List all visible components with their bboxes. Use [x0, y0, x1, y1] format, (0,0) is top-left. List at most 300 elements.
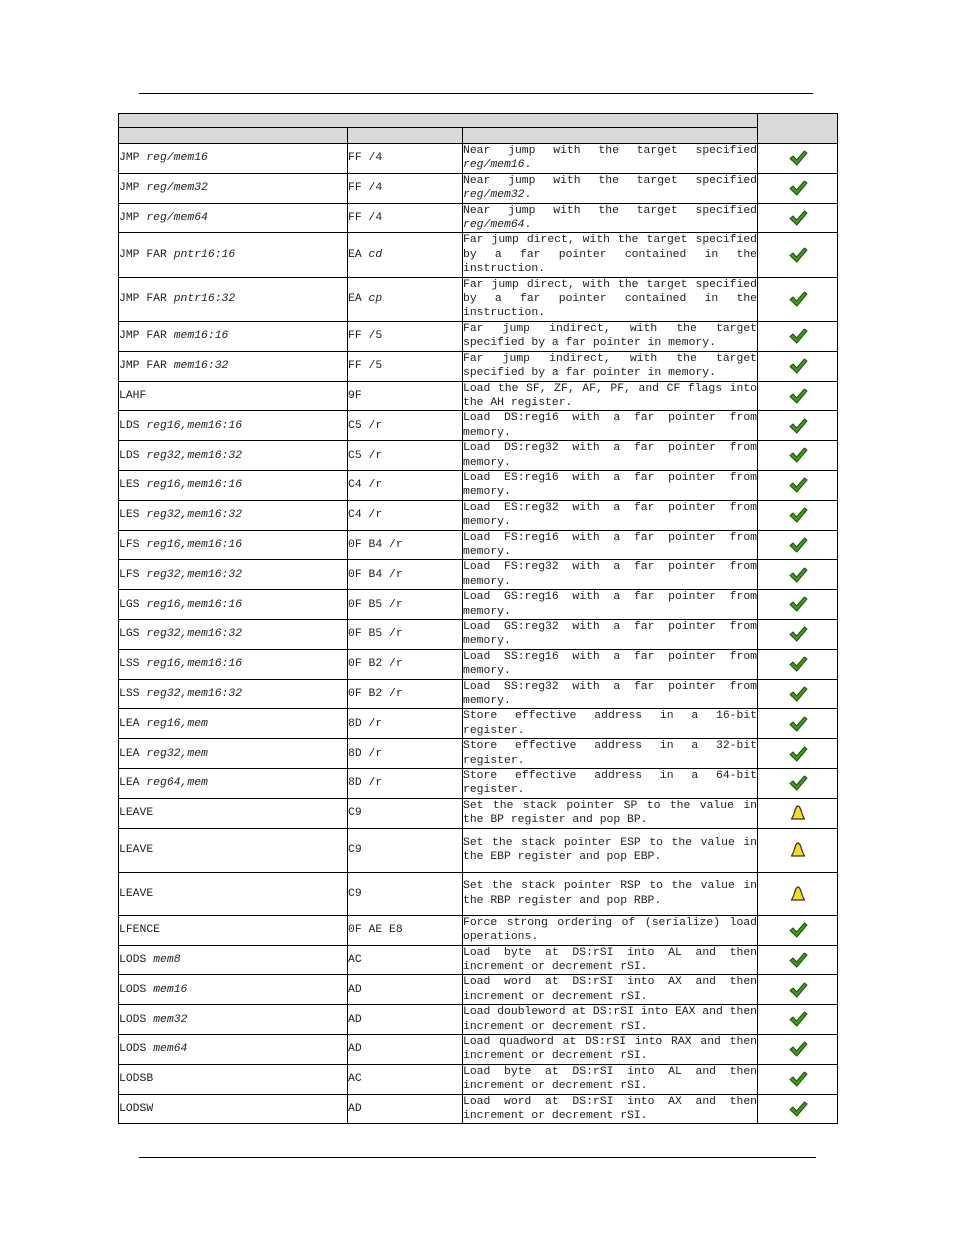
status-cell [758, 915, 838, 945]
status-cell [758, 1005, 838, 1035]
opcode-text: FF /4 [348, 182, 383, 195]
description-text: Set the stack pointer SP to the value in the BP register and pop BP. [463, 799, 758, 827]
mnemonic-cell [119, 441, 348, 471]
mnemonic-cell [119, 144, 348, 174]
opcode-cell [348, 233, 463, 277]
status-cell [758, 277, 838, 321]
description-operand: reg/mem32 [463, 189, 525, 202]
description-cell [463, 709, 758, 739]
mnemonic-text: LAHF [119, 389, 147, 402]
description-cell [463, 441, 758, 471]
table-row [119, 203, 838, 233]
mnemonic-text: LSS [119, 688, 147, 701]
mnemonic-operand: reg16,mem16:16 [146, 538, 243, 551]
opcode-text: AD [348, 983, 362, 996]
description-text: Load byte at DS:rSI into AL and then increment or decrement rSI. [463, 1065, 758, 1093]
description-cell [463, 798, 758, 828]
status-cell [758, 381, 838, 411]
mnemonic-text: LDS [119, 419, 147, 432]
mnemonic-cell [119, 560, 348, 590]
table-row [119, 828, 838, 872]
description-text: Set the stack pointer RSP to the value in the RBP register and pop RBP. [463, 880, 758, 907]
table-row [119, 590, 838, 620]
table-row [119, 411, 838, 441]
mnemonic-operand: reg32,mem16:32 [146, 509, 243, 522]
table-row [119, 441, 838, 471]
description-text: Load GS:reg16 with a far pointer from memory. [463, 591, 758, 618]
description-cell [463, 233, 758, 277]
opcode-text: AD [348, 1043, 362, 1056]
check-icon [788, 290, 808, 308]
description-text: Load ES:reg16 with a far pointer from memory. [463, 471, 758, 499]
opcode-cell [348, 1064, 463, 1094]
mnemonic-text: LEA [119, 717, 147, 730]
status-cell [758, 321, 838, 351]
check-icon [788, 536, 808, 554]
status-cell [758, 620, 838, 650]
status-cell [758, 411, 838, 441]
description-operand: reg/mem64 [463, 219, 525, 232]
description-cell [463, 1064, 758, 1094]
opcode-cell [348, 500, 463, 530]
mnemonic-cell [119, 769, 348, 799]
table-row [119, 709, 838, 739]
description-text: Load SS:reg16 with a far pointer from memory. [463, 650, 758, 678]
description-cell [463, 945, 758, 975]
description-text: Far jump indirect, with the target specified by a far pointer in memory. [463, 322, 758, 350]
description-cell [463, 1005, 758, 1035]
opcode-cell [348, 203, 463, 233]
warning-icon [790, 885, 806, 903]
opcode-text: 0F B4 /r [348, 538, 403, 551]
mnemonic-cell [119, 915, 348, 945]
description-text: Near jump with the target specified [463, 174, 758, 187]
description-text: Near jump with the target specified [463, 145, 758, 157]
header-cell-opcode [348, 128, 463, 144]
status-cell [758, 709, 838, 739]
header-cell-description [463, 128, 758, 144]
mnemonic-cell [119, 1005, 348, 1035]
description-text: Load DS:reg32 with a far pointer from memory. [463, 442, 758, 469]
status-cell [758, 945, 838, 975]
mnemonic-text: LFENCE [119, 924, 161, 937]
table-row [119, 321, 838, 351]
description-cell [463, 590, 758, 620]
opcode-cell [348, 1034, 463, 1064]
mnemonic-operand: reg32,mem16:32 [146, 628, 243, 641]
mnemonic-cell [119, 530, 348, 560]
status-cell [758, 798, 838, 828]
mnemonic-text: LFS [119, 538, 147, 551]
description-cell [463, 828, 758, 872]
check-icon [788, 506, 808, 524]
description-text: Load word at DS:rSI into AX and then increment or decrement rSI. [463, 1095, 758, 1122]
opcode-text: AD [348, 1013, 362, 1026]
warning-icon [790, 841, 806, 859]
opcode-cell [348, 709, 463, 739]
status-cell [758, 530, 838, 560]
status-cell [758, 144, 838, 174]
mnemonic-cell [119, 411, 348, 441]
mnemonic-cell [119, 1094, 348, 1124]
description-cell [463, 321, 758, 351]
opcode-operand: cd [368, 249, 383, 262]
opcode-cell [348, 144, 463, 174]
opcode-text: 8D /r [348, 717, 383, 730]
opcode-cell [348, 470, 463, 500]
opcode-text: 9F [348, 389, 362, 402]
opcode-cell [348, 173, 463, 203]
description-cell [463, 470, 758, 500]
description-operand: reg/mem16 [463, 159, 525, 172]
opcode-text: C9 [348, 844, 362, 857]
opcode-text: EA [348, 249, 369, 262]
table-row [119, 1064, 838, 1094]
mnemonic-text: LEAVE [119, 807, 154, 820]
opcode-cell [348, 1005, 463, 1035]
opcode-cell [348, 620, 463, 650]
description-text: Load doubleword at DS:rSI into EAX and then increment or decrement rSI. [463, 1006, 758, 1033]
mnemonic-operand: pntr16:32 [173, 293, 236, 306]
check-icon [788, 246, 808, 264]
opcode-text: C4 /r [348, 479, 383, 492]
mnemonic-cell [119, 872, 348, 915]
opcode-text: C5 /r [348, 419, 383, 432]
status-cell [758, 351, 838, 381]
description-cell [463, 1034, 758, 1064]
mnemonic-operand: reg16,mem16:16 [146, 658, 243, 671]
description-text: Store effective address in a 16-bit register. [463, 710, 758, 737]
footer-rule [139, 1157, 816, 1158]
check-icon [788, 595, 808, 613]
opcode-text: FF /5 [348, 330, 383, 343]
description-cell [463, 530, 758, 560]
opcode-cell [348, 828, 463, 872]
description-text: Load ES:reg32 with a far pointer from memory. [463, 501, 758, 529]
mnemonic-text: LGS [119, 628, 147, 641]
mnemonic-operand: pntr16:16 [173, 249, 236, 262]
table-row [119, 470, 838, 500]
description-cell [463, 381, 758, 411]
status-cell [758, 500, 838, 530]
opcode-text: 0F B2 /r [348, 688, 403, 701]
mnemonic-cell [119, 709, 348, 739]
opcode-operand: cp [368, 293, 383, 306]
table-row [119, 769, 838, 799]
opcode-cell [348, 915, 463, 945]
table-row [119, 1005, 838, 1035]
check-icon [788, 774, 808, 792]
opcode-text: FF /4 [348, 152, 383, 165]
opcode-text: 0F B5 /r [348, 598, 403, 611]
mnemonic-text: LEAVE [119, 887, 154, 900]
header-cell-mnemonic [119, 128, 348, 144]
description-cell [463, 620, 758, 650]
check-icon [788, 715, 808, 733]
table-row [119, 679, 838, 709]
table-row [119, 872, 838, 915]
description-cell [463, 203, 758, 233]
mnemonic-operand: reg/mem64 [146, 212, 208, 225]
mnemonic-cell [119, 975, 348, 1005]
opcode-text: C9 [348, 887, 362, 900]
mnemonic-cell [119, 277, 348, 321]
check-icon [788, 745, 808, 763]
mnemonic-text: JMP [119, 182, 147, 195]
mnemonic-operand: mem64 [153, 1043, 188, 1056]
opcode-cell [348, 351, 463, 381]
mnemonic-text: LODS [119, 1013, 154, 1026]
check-icon [788, 327, 808, 345]
opcode-text: 8D /r [348, 777, 383, 790]
mnemonic-operand: reg32,mem16:32 [146, 449, 243, 462]
table-row [119, 144, 838, 174]
check-icon [788, 417, 808, 435]
table-row [119, 945, 838, 975]
opcode-cell [348, 872, 463, 915]
opcode-text: AC [348, 1073, 362, 1086]
warning-icon [790, 804, 806, 822]
mnemonic-text: JMP [119, 212, 147, 225]
table-row [119, 739, 838, 769]
mnemonic-operand: reg16,mem16:16 [146, 419, 243, 432]
header-row-top [119, 114, 838, 128]
description-cell [463, 649, 758, 679]
opcode-text: 0F AE E8 [348, 924, 403, 937]
opcode-cell [348, 277, 463, 321]
mnemonic-cell [119, 798, 348, 828]
description-cell [463, 144, 758, 174]
check-icon [788, 685, 808, 703]
table-row [119, 975, 838, 1005]
status-cell [758, 1034, 838, 1064]
check-icon [788, 951, 808, 969]
check-icon [788, 446, 808, 464]
mnemonic-operand: mem32 [153, 1013, 188, 1026]
check-icon [788, 209, 808, 227]
mnemonic-text: LSS [119, 658, 147, 671]
mnemonic-text: LODS [119, 983, 154, 996]
table-row [119, 1034, 838, 1064]
opcode-text: AC [348, 953, 362, 966]
description-text: Load FS:reg16 with a far pointer from memory. [463, 531, 758, 558]
description-text: Store effective address in a 32-bit register. [463, 740, 758, 767]
table-row [119, 173, 838, 203]
mnemonic-text: LES [119, 509, 147, 522]
description-cell [463, 277, 758, 321]
status-cell [758, 1094, 838, 1124]
description-text: Load FS:reg32 with a far pointer from memory. [463, 561, 758, 588]
mnemonic-text: JMP FAR [119, 330, 174, 343]
description-cell [463, 872, 758, 915]
status-cell [758, 769, 838, 799]
description-text: Near jump with the target specified [463, 204, 758, 217]
description-text: Load SS:reg32 with a far pointer from memory. [463, 680, 758, 708]
mnemonic-operand: reg64,mem [146, 777, 208, 790]
description-cell [463, 500, 758, 530]
table-row [119, 649, 838, 679]
opcode-text: FF /4 [348, 212, 383, 225]
description-cell [463, 769, 758, 799]
mnemonic-operand: reg/mem16 [146, 152, 208, 165]
mnemonic-cell [119, 828, 348, 872]
status-cell [758, 233, 838, 277]
table-row [119, 1094, 838, 1124]
check-icon [788, 149, 808, 167]
status-cell [758, 679, 838, 709]
mnemonic-operand: reg16,mem16:16 [146, 479, 243, 492]
mnemonic-text: LODS [119, 1043, 154, 1056]
description-cell [463, 1094, 758, 1124]
mnemonic-cell [119, 500, 348, 530]
table-row [119, 381, 838, 411]
opcode-text: AD [348, 1102, 362, 1115]
mnemonic-operand: mem16:32 [173, 360, 229, 373]
mnemonic-operand: reg32,mem16:32 [146, 568, 243, 581]
description-text: Set the stack pointer ESP to the value in the EBP register and pop EBP. [463, 836, 758, 864]
check-icon [788, 625, 808, 643]
opcode-cell [348, 679, 463, 709]
status-cell [758, 560, 838, 590]
check-icon [788, 357, 808, 375]
mnemonic-operand: reg16,mem [146, 717, 208, 730]
opcode-text: C4 /r [348, 509, 383, 522]
check-icon [788, 1040, 808, 1058]
status-cell [758, 872, 838, 915]
description-text: Load GS:reg32 with a far pointer from memory. [463, 621, 758, 648]
check-icon [788, 1100, 808, 1118]
check-icon [788, 387, 808, 405]
table-row [119, 233, 838, 277]
table-row [119, 560, 838, 590]
mnemonic-cell [119, 1034, 348, 1064]
mnemonic-text: LODS [119, 953, 154, 966]
opcode-cell [348, 530, 463, 560]
mnemonic-operand: mem16 [153, 983, 188, 996]
opcode-cell [348, 441, 463, 471]
opcode-cell [348, 945, 463, 975]
status-cell [758, 1064, 838, 1094]
mnemonic-text: LDS [119, 449, 147, 462]
table-row [119, 915, 838, 945]
mnemonic-operand: mem16:16 [173, 330, 229, 343]
status-cell [758, 590, 838, 620]
status-cell [758, 649, 838, 679]
table-row [119, 620, 838, 650]
opcode-cell [348, 739, 463, 769]
header-cell-status [758, 114, 838, 144]
description-cell [463, 915, 758, 945]
opcode-cell [348, 798, 463, 828]
opcode-cell [348, 590, 463, 620]
description-text: Load word at DS:rSI into AX and then increment or decrement rSI. [463, 976, 758, 1003]
mnemonic-text: LODSW [119, 1102, 154, 1115]
description-text: Far jump direct, with the target specified by a far pointer contained in the instruction. [463, 278, 758, 320]
mnemonic-cell [119, 381, 348, 411]
status-cell [758, 828, 838, 872]
description-suffix: . [524, 219, 532, 232]
mnemonic-text: JMP [119, 152, 147, 165]
status-cell [758, 441, 838, 471]
mnemonic-text: LGS [119, 598, 147, 611]
header-cell-group [119, 114, 758, 128]
mnemonic-operand: reg/mem32 [146, 182, 208, 195]
opcode-cell [348, 1094, 463, 1124]
mnemonic-cell [119, 233, 348, 277]
opcode-cell [348, 560, 463, 590]
mnemonic-cell [119, 590, 348, 620]
description-suffix: . [524, 159, 532, 172]
description-text: Store effective address in a 64-bit register. [463, 770, 758, 797]
description-text: Far jump indirect, with the target specified by a far pointer in memory. [463, 352, 758, 380]
opcode-cell [348, 769, 463, 799]
mnemonic-text: LEAVE [119, 844, 154, 857]
table-row [119, 351, 838, 381]
check-icon [788, 1070, 808, 1088]
mnemonic-cell [119, 945, 348, 975]
mnemonic-cell [119, 351, 348, 381]
mnemonic-cell [119, 203, 348, 233]
description-cell [463, 411, 758, 441]
mnemonic-operand: reg32,mem16:32 [146, 688, 243, 701]
table-row [119, 798, 838, 828]
opcode-cell [348, 649, 463, 679]
opcode-text: EA [348, 293, 369, 306]
table-row [119, 277, 838, 321]
opcode-text: C5 /r [348, 449, 383, 462]
mnemonic-text: LFS [119, 568, 147, 581]
mnemonic-operand: reg32,mem [146, 747, 208, 760]
mnemonic-operand: mem8 [153, 953, 181, 966]
mnemonic-operand: reg16,mem16:16 [146, 598, 243, 611]
status-cell [758, 470, 838, 500]
description-cell [463, 351, 758, 381]
mnemonic-cell [119, 739, 348, 769]
description-text: Load DS:reg16 with a far pointer from memory. [463, 412, 758, 439]
status-cell [758, 203, 838, 233]
opcode-text: 0F B4 /r [348, 568, 403, 581]
opcode-text: FF /5 [348, 360, 383, 373]
opcode-cell [348, 411, 463, 441]
mnemonic-cell [119, 620, 348, 650]
mnemonic-cell [119, 649, 348, 679]
opcode-text: 8D /r [348, 747, 383, 760]
opcode-text: C9 [348, 807, 362, 820]
check-icon [788, 921, 808, 939]
check-icon [788, 476, 808, 494]
check-icon [788, 566, 808, 584]
status-cell [758, 739, 838, 769]
check-icon [788, 981, 808, 999]
description-suffix: . [524, 189, 532, 202]
mnemonic-text: LEA [119, 777, 147, 790]
check-icon [788, 655, 808, 673]
description-text: Load quadword at DS:rSI into RAX and then increment or decrement rSI. [463, 1035, 758, 1063]
mnemonic-text: LES [119, 479, 147, 492]
table-row [119, 530, 838, 560]
mnemonic-cell [119, 470, 348, 500]
mnemonic-cell [119, 1064, 348, 1094]
description-cell [463, 975, 758, 1005]
description-text: Force strong ordering of (serialize) load operations. [463, 916, 758, 944]
opcode-text: 0F B5 /r [348, 628, 403, 641]
mnemonic-cell [119, 173, 348, 203]
mnemonic-cell [119, 321, 348, 351]
description-text: Load the SF, ZF, AF, PF, and CF flags into the AH register. [463, 382, 758, 409]
status-cell [758, 975, 838, 1005]
mnemonic-text: JMP FAR [119, 249, 174, 262]
opcode-text: 0F B2 /r [348, 658, 403, 671]
